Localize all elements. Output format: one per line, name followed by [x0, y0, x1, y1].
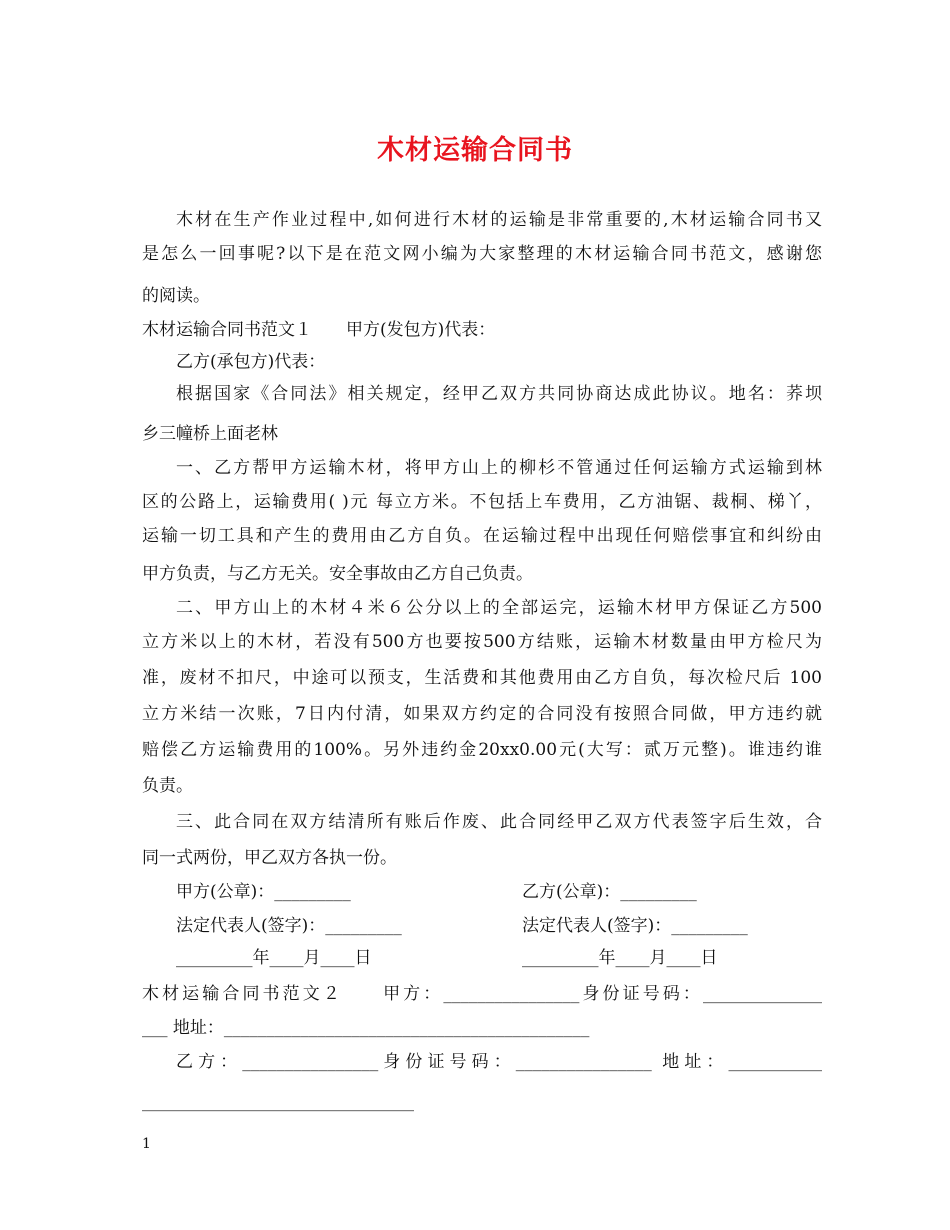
clause2-line-5: 赔偿乙方运输费用的100%。另外违约金20xx0.00元(大写：贰万元整)。谁违约谁 — [142, 740, 822, 760]
intro-line-1: 木材在生产作业过程中,如何进行木材的运输是非常重要的,木材运输合同书又 — [176, 210, 822, 230]
party-b-seal: 乙方(公章)：_________ — [522, 882, 697, 902]
preamble-line-2: 乡三幢桥上面老林 — [142, 424, 278, 444]
clause3-line-1: 三、此合同在双方结清所有账后作废、此合同经甲乙双方代表签字后生效，合 — [176, 812, 822, 832]
clause2-line-3: 准，废材不扣尺，中途可以预支，生活费和其他费用由乙方自负，每次检尺后 100 — [142, 668, 822, 688]
clause1-line-3: 运输一切工具和产生的费用由乙方自负。在运输过程中出现任何赔偿事宜和纠纷由 — [142, 526, 822, 546]
sample1-heading: 木材运输合同书范文１ 甲方(发包方)代表： — [142, 320, 496, 340]
clause1-line-2: 区的公路上，运输费用( )元 每立方米。不包括上车费用，乙方油锯、裁桐、梯丫， — [142, 492, 822, 512]
party-b-legal-rep: 法定代表人(签字)：_________ — [522, 916, 748, 936]
clause2-line-4: 立方米结一次账，7日内付清，如果双方约定的合同没有按照合同做，甲方违约就 — [142, 704, 822, 724]
party-a-date: _________年____月____日 — [176, 948, 372, 968]
party-b-date: _________年____月____日 — [522, 948, 718, 968]
sample2-line-2: ___ 地址：___________________________________________ — [142, 1018, 590, 1038]
clause1-line-4: 甲方负责，与乙方无关。安全事故由乙方自己负责。 — [142, 564, 533, 584]
page-number: 1 — [142, 1136, 151, 1152]
clause2-line-1: 二、甲方山上的木材４米６公分以上的全部运完，运输木材甲方保证乙方500 — [176, 598, 822, 618]
intro-line-3: 的阅读。 — [142, 286, 210, 306]
clause2-line-2: 立方米以上的木材，若没有500方也要按500方结账，运输木材数量由甲方检尺为 — [142, 632, 822, 652]
sample2-line-4: ________________________________ — [142, 1092, 414, 1112]
party-a-legal-rep: 法定代表人(签字)：_________ — [176, 916, 402, 936]
clause1-line-1: 一、乙方帮甲方运输木材，将甲方山上的柳杉不管通过任何运输方式运输到林 — [176, 458, 822, 478]
party-b-rep: 乙方(承包方)代表： — [176, 352, 326, 372]
preamble-line-1: 根据国家《合同法》相关规定，经甲乙双方共同协商达成此协议。地名：荞坝 — [176, 384, 822, 404]
sample2-line-3: 乙方：________________身份证号码：________________ 地址：___________ — [176, 1052, 822, 1072]
clause2-line-6: 负责。 — [142, 776, 193, 796]
sample2-line-1: 木材运输合同书范文２ 甲方：________________身份证号码：______________ — [142, 984, 822, 1004]
clause3-line-2: 同一式两份，甲乙双方各执一份。 — [142, 848, 397, 868]
document-title: 木材运输合同书 — [377, 135, 573, 166]
party-a-seal: 甲方(公章)：_________ — [176, 882, 351, 902]
intro-line-2: 是怎么一回事呢?以下是在范文网小编为大家整理的木材运输合同书范文，感谢您 — [142, 244, 822, 264]
